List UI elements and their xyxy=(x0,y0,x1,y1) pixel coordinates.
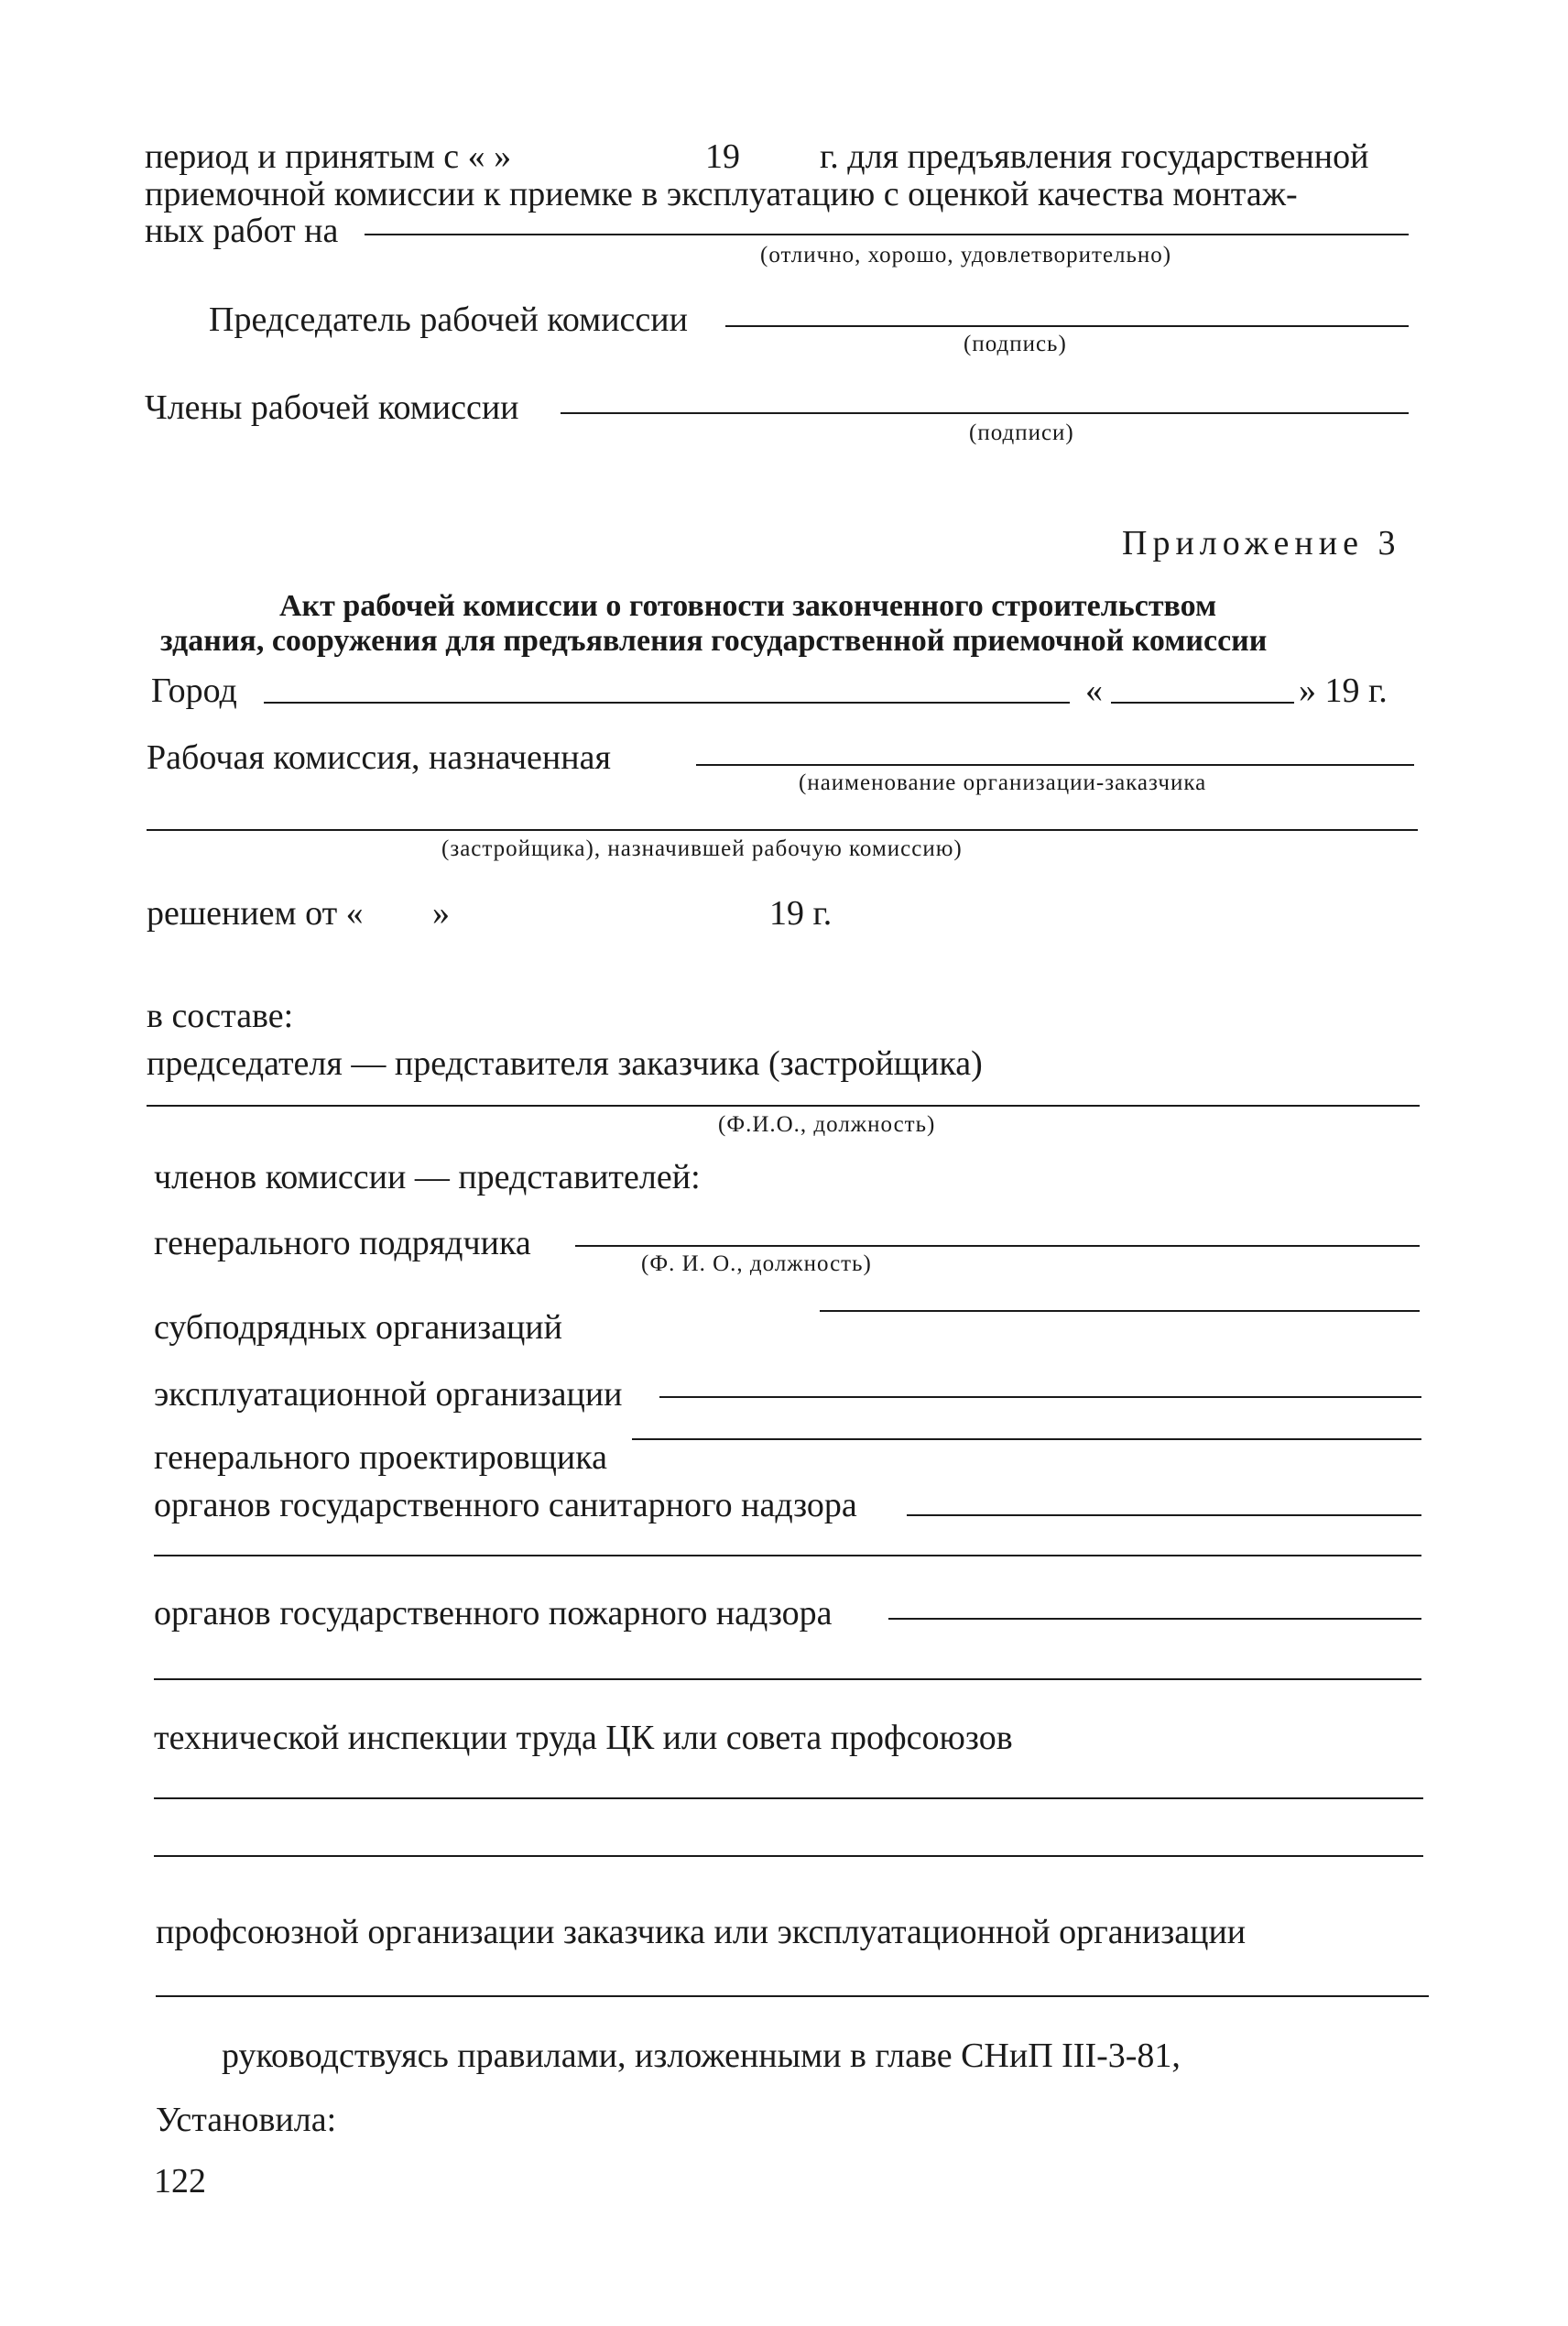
period-text-start: период и принятым с « » xyxy=(145,137,512,176)
general-designer-label: генерального проектировщика xyxy=(154,1438,607,1477)
appointing-org-caption: (застройщика), назначившей рабочую комиссию) xyxy=(441,836,963,861)
customer-org-caption: (наименование организации-заказчика xyxy=(799,770,1207,795)
labor-inspection-label: технической инспекции труда ЦК или совета профсоюзов xyxy=(154,1719,1013,1757)
page-number: 122 xyxy=(154,2162,206,2200)
trade-union-label: профсоюзной организации заказчика или эксплуатационной организации xyxy=(156,1913,1247,1951)
sanitary-field-line-2[interactable] xyxy=(154,1555,1421,1556)
quality-caption: (отлично, хорошо, удовлетворительно) xyxy=(760,243,1172,268)
established-label: Установила: xyxy=(156,2101,337,2139)
general-contractor-fio-caption: (Ф. И. О., должность) xyxy=(641,1251,872,1276)
working-commission-label: Рабочая комиссия, назначенная xyxy=(147,738,611,777)
fire-field-line-2[interactable] xyxy=(154,1678,1421,1680)
customer-org-field-line[interactable] xyxy=(696,764,1414,766)
acceptance-text-line: приемочной комиссии к приемке в эксплуатацию с оценкой качества монтаж- xyxy=(145,175,1298,213)
sanitary-label: органов государственного санитарного надзора xyxy=(154,1486,857,1524)
quality-label: ных работ на xyxy=(145,212,339,250)
customer-org-field-line-2[interactable] xyxy=(147,829,1418,831)
quality-field-line[interactable] xyxy=(365,234,1409,235)
signatures-caption: (подписи) xyxy=(969,420,1074,445)
general-designer-field-line[interactable] xyxy=(632,1438,1421,1440)
general-contractor-label: генерального подрядчика xyxy=(154,1224,531,1262)
period-text-end: г. для предъявления государственной xyxy=(820,137,1369,176)
sanitary-field-line[interactable] xyxy=(907,1514,1421,1516)
date-year-suffix: » 19 г. xyxy=(1299,672,1388,710)
labor-inspection-field-line-2[interactable] xyxy=(154,1855,1423,1857)
chairman-rep-label: председателя — представителя заказчика (застройщика) xyxy=(147,1044,983,1083)
guided-by-text: руководствуясь правилами, изложенными в главе СНиП III-3-81, xyxy=(222,2037,1181,2075)
chairman-signature-line[interactable] xyxy=(725,325,1409,327)
subcontractors-label: субподрядных организаций xyxy=(154,1308,562,1347)
act-title-line-2: здания, сооружения для предъявления государственной приемочной комиссии xyxy=(160,624,1268,658)
members-reps-label: членов комиссии — представителей: xyxy=(154,1158,701,1196)
city-field-line[interactable] xyxy=(264,702,1070,704)
fire-field-line[interactable] xyxy=(888,1618,1421,1620)
signature-caption: (подпись) xyxy=(964,332,1067,356)
city-label: Город xyxy=(151,672,237,710)
members-label: Члены рабочей комиссии xyxy=(145,388,519,427)
chairman-rep-field-line[interactable] xyxy=(147,1105,1420,1107)
trade-union-field-line[interactable] xyxy=(156,1995,1429,1997)
members-signature-line[interactable] xyxy=(561,412,1409,414)
chairman-label: Председатель рабочей комиссии xyxy=(209,300,688,339)
appendix-label: Приложение 3 xyxy=(1122,524,1401,562)
general-contractor-field-line[interactable] xyxy=(575,1245,1420,1247)
subcontractors-field-line[interactable] xyxy=(820,1310,1420,1312)
operating-org-label: эксплуатационной организации xyxy=(154,1375,623,1414)
decision-close-quote: » xyxy=(432,894,450,933)
composition-label: в составе: xyxy=(147,997,294,1035)
chairman-fio-caption: (Ф.И.О., должность) xyxy=(718,1112,936,1137)
decision-year: 19 г. xyxy=(769,894,833,933)
act-title-line-1: Акт рабочей комиссии о готовности законченного строительством xyxy=(279,589,1217,623)
period-year: 19 xyxy=(705,137,740,176)
fire-label: органов государственного пожарного надзора xyxy=(154,1594,833,1633)
date-field-line[interactable] xyxy=(1111,702,1294,704)
date-open-quote: « xyxy=(1085,672,1103,710)
labor-inspection-field-line[interactable] xyxy=(154,1797,1423,1799)
decision-label: решением от « xyxy=(147,894,364,933)
operating-org-field-line[interactable] xyxy=(659,1396,1421,1398)
